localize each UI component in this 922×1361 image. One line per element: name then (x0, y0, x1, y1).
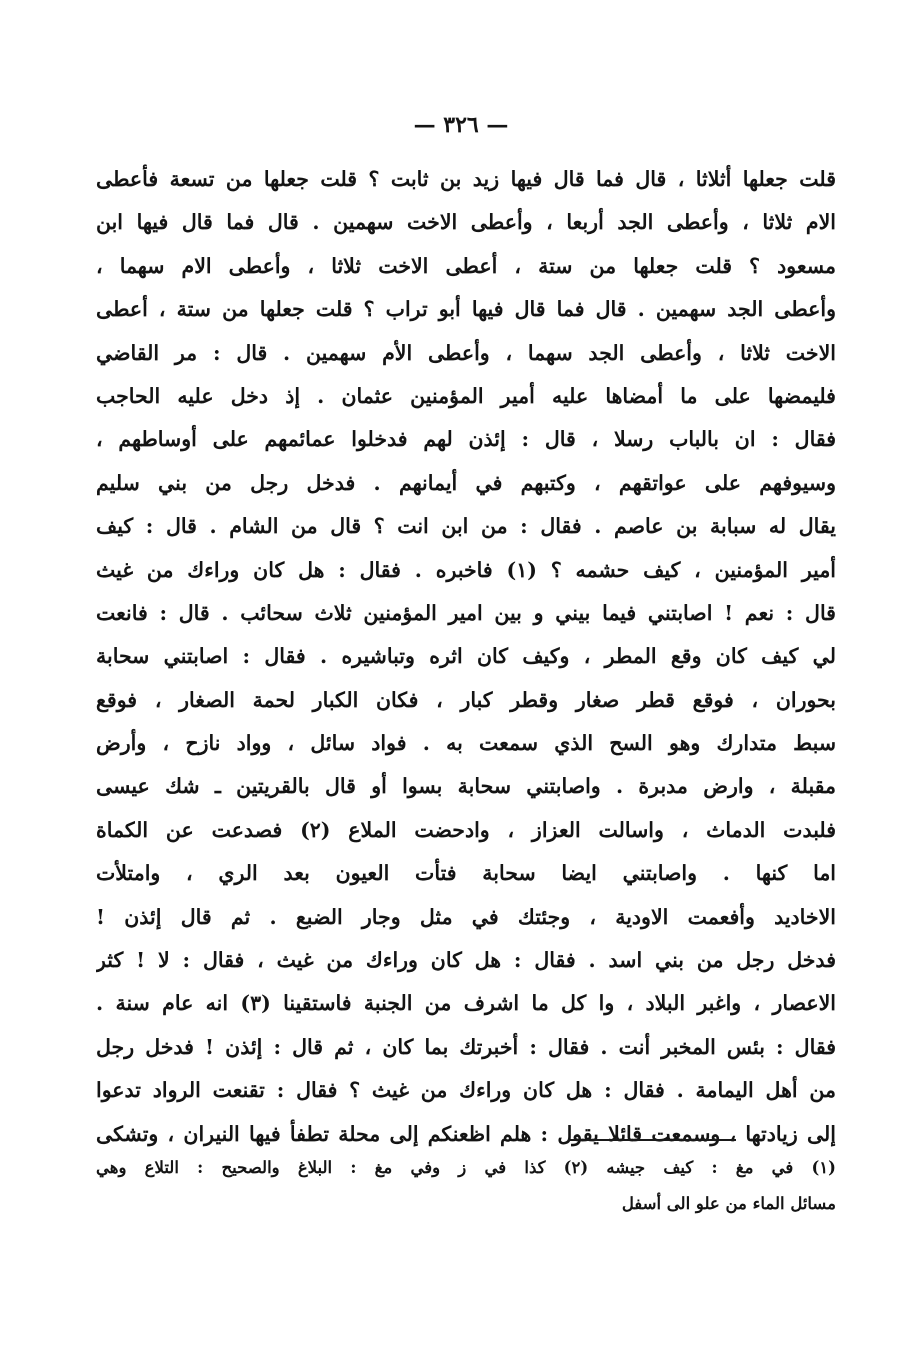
text-line: فدخل رجل من بني اسد . فقال : هل كان وراءك من غيث ، فقال : لا ! كثر (96, 948, 836, 973)
text-line: سبط متدارك وهو السح الذي سمعت به . فواد سائل ، وواد نازح ، وأرض (96, 731, 836, 756)
footnote-divider (568, 1139, 736, 1141)
text-line: فقال : ان بالباب رسلا ، قال : إئذن لهم فدخلوا عمائمهم على أوساطهم ، (96, 427, 836, 452)
footnote-line: (١) في مغ : كيف جيشه (٢) كذا في ز وفي مغ : البلاغ والصحيح : التلاع وهي (96, 1158, 836, 1177)
text-line: الاعصار ، واغبر البلاد ، وا كل ما اشرف من الجنبة فاستقينا (٣) انه عام سنة . (96, 991, 836, 1016)
body-text (96, 158, 836, 1156)
text-line: قلت جعلها أثلاثا ، قال فما قال فيها زيد بن ثابت ؟ قلت جعلها من تسعة فأعطى (96, 167, 836, 191)
text-line: وسيوفهم على عواتقهم ، وكتبهم في أيمانهم . فدخل رجل من بني سليم (96, 470, 836, 495)
text-line: الاخت ثلاثا ، وأعطى الجد سهما ، وأعطى الأم سهمين . قال : مر القاضي (96, 340, 836, 365)
text-line: أمير المؤمنين ، كيف حشمه ؟ (١) فاخبره . فقال : هل كان وراءك من غيث (96, 557, 836, 582)
text-line: فلبدت الدماث ، واسالت العزاز ، وادحضت الملاع (٢) فصدعت عن الكماة (96, 817, 836, 842)
page-number: — ٣٢٦ — (413, 112, 509, 138)
text-line: اما كنها . واصابتني ايضا سحابة فتأت العيون بعد الري ، وامتلأت (96, 861, 836, 886)
text-line: الام ثلاثا ، وأعطى الجد أربعا ، وأعطى الاخت سهمين . قال فما قال فيها ابن (96, 210, 836, 235)
text-line: من أهل اليمامة . فقال : هل كان وراءك من غيث ؟ فقال : تقنعت الرواد تدعوا (96, 1078, 836, 1103)
text-line: قال : نعم ! اصابتني فيما بيني و بين امير المؤمنين ثلاث سحائب . قال : فانعت (96, 600, 836, 625)
footnote-line: مسائل الماء من علو الى أسفل (621, 1194, 836, 1213)
text-line: فليمضها على ما أمضاها عليه أمير المؤمنين عثمان . إذ دخل عليه الحاجب (96, 383, 836, 408)
text-line: بحوران ، فوقع قطر صغار وقطر كبار ، فكان الكبار لحمة الصغار ، فوقع (96, 687, 836, 712)
text-line: يقال له سبابة بن عاصم . فقال : من ابن انت ؟ قال من الشام . قال : كيف (96, 514, 836, 539)
text-line: فقال : بئس المخبر أنت . فقال : أخبرتك بما كان ، ثم قال : إئذن ! فدخل رجل (96, 1034, 836, 1059)
footnotes (96, 1150, 836, 1222)
text-line: مسعود ؟ قلت جعلها من ستة ، أعطى الاخت ثلاثا ، وأعطى الام سهما ، (96, 253, 836, 278)
text-line: لي كيف كان وقع المطر ، وكيف كان اثره وتباشيره . فقال : اصابتني سحابة (96, 644, 836, 669)
text-line: مقبلة ، وارض مدبرة . واصابتني سحابة بسوا أو قال بالقريتين ـ شك عيسى (96, 774, 836, 799)
text-line: إلى زيادتها ، وسمعت قائلا يقول : هلم اظعنكم إلى محلة تطفأ فيها النيران ، وتشكى (96, 1121, 836, 1146)
text-line: وأعطى الجد سهمين . قال فما قال فيها أبو تراب ؟ قلت جعلها من ستة ، أعطى (96, 297, 836, 322)
text-line: الاخاديد وأفعمت الاودية ، وجئتك في مثل وجار الضبع . ثم قال إئذن ! (96, 904, 836, 929)
